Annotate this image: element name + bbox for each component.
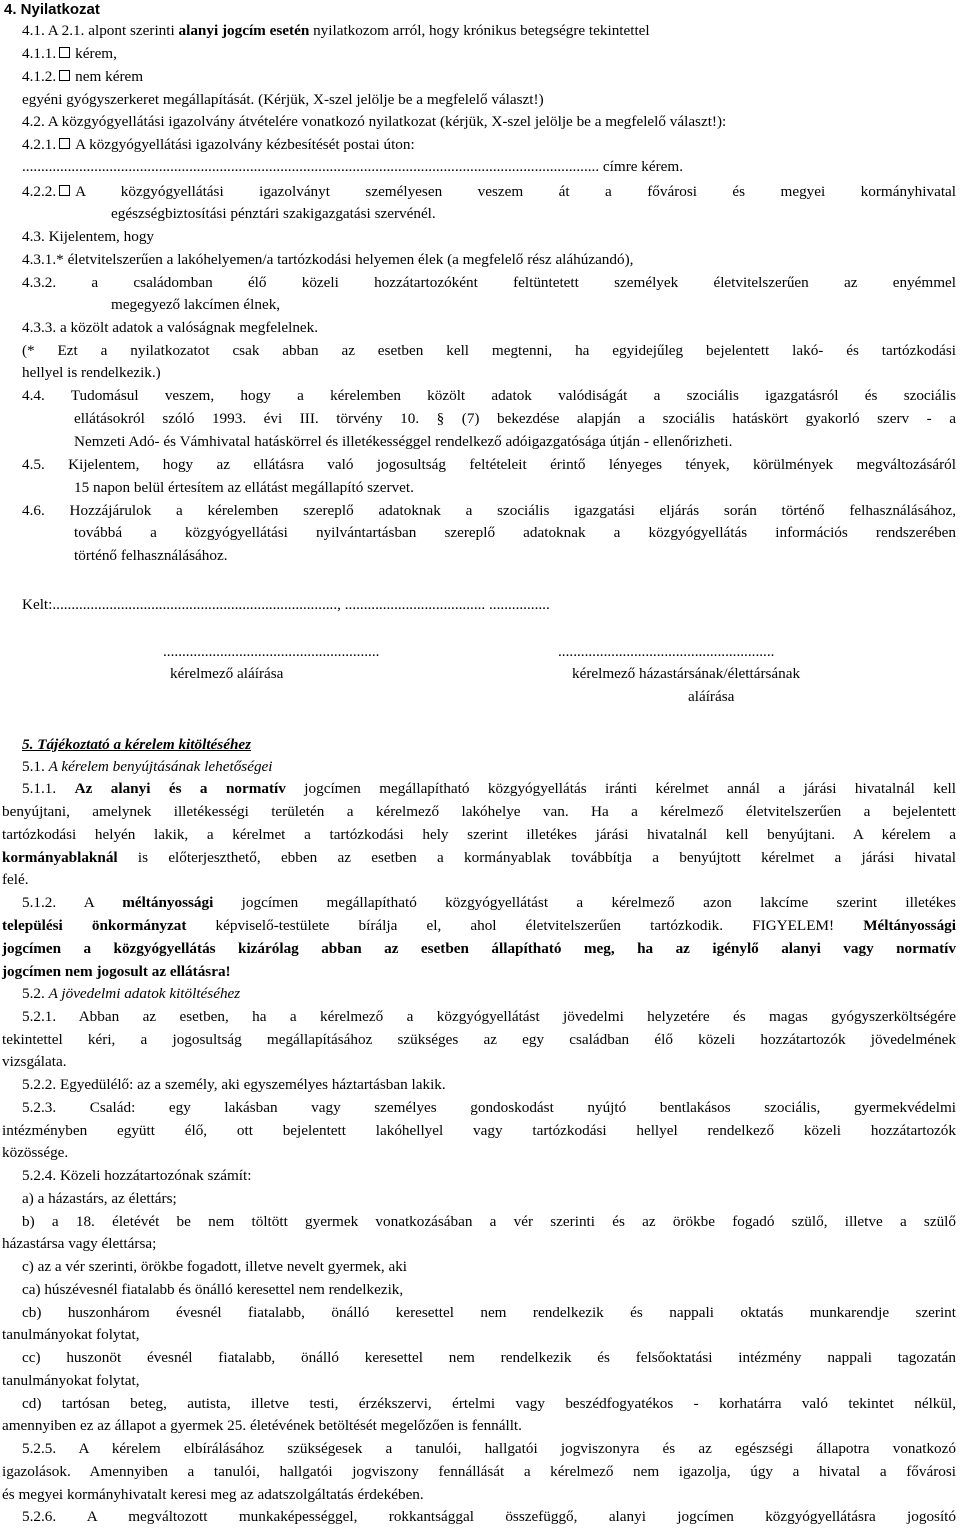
- para-5-2-1-line1: 5.2.1. Abban az esetben, ha a kérelmező a közgyógyellátást jövedelmi helyzetére és magas gyógyszerköltségére: [22, 1008, 956, 1025]
- statement-4-5-line2: 15 napon belül értesítem az ellátást megállapító szervet.: [74, 479, 414, 496]
- statement-4-2: 4.2. A közgyógyellátási igazolvány átvételére vonatkozó nyilatkozat (kérjük, X-szel jelölje be a megfelelő választ!):: [22, 113, 727, 130]
- note-line-2: hellyel is rendelkezik.): [22, 364, 161, 381]
- statement-4-3-1: 4.3.1.* életvitelszerűen a lakóhelyemen/a tartózkodási helyemen élek (a megfelelő rész aláhúzandó),: [22, 251, 634, 268]
- list-item-cc-line1: cc) huszonöt évesnél fiatalabb, önálló keresettel nem rendelkezik és felsőoktatási intézmény nappali tagozatán: [22, 1349, 956, 1366]
- signature-label-spouse: kérelmező házastársának/élettársának: [572, 665, 801, 682]
- para-5-2-3-line3: közössége.: [2, 1144, 69, 1161]
- signature-line-spouse[interactable]: .........................................................: [558, 643, 775, 660]
- statement-egyeni: egyéni gyógyszerkeret megállapítását. (Kérjük, X-szel jelölje be a megfelelő választ!): [22, 91, 544, 108]
- para-5-2-5-line2: igazolások. Amennyiben a tanulói, hallgatói jogviszony fennállását a kérelmező nem igazolja, úgy a hivatal a fővárosi: [2, 1463, 956, 1480]
- section-5-heading: 5. Tájékoztató a kérelem kitöltéséhez: [22, 736, 252, 753]
- statement-4-6-line2: továbbá a közgyógyellátási nyilvántartásban szereplő adatoknak a közgyógyellátás információs rendszerében: [74, 524, 956, 541]
- para-5-1-1-line4: kormányablaknál is előterjeszthető, ebben az esetben a kormányablak továbbítja a benyújtott kérelmet a járási hivatal: [2, 849, 956, 866]
- checkbox-4-1-2[interactable]: [59, 70, 70, 81]
- para-5-1-2-line3: jogcímen a közgyógyellátás kizárólag abban az esetben állapítható meg, ha az igénylő alanyi vagy normatív: [2, 940, 956, 957]
- statement-4-6-line1: 4.6. Hozzájárulok a kérelemben szereplő adatoknak a szociális igazgatási eljárás során történő felhasználásához,: [22, 502, 956, 519]
- signature-label-applicant: kérelmező aláírása: [170, 665, 284, 682]
- para-5-2-4: 5.2.4. Közeli hozzátartozónak számít:: [22, 1167, 252, 1184]
- statement-4-4-line2: ellátásokról szóló 1993. évi III. törvény 10. § (7) bekezdése alapján a szociális hatáskört gyakorló szerv - a: [74, 410, 956, 427]
- para-5-1-2-line2: települési önkormányzat képviselő-testülete bírálja el, ahol életvitelszerűen tartózkodik. FIGYELEM! Méltányossági: [2, 917, 956, 934]
- statement-4-3-2: 4.3.2. a családomban élő közeli hozzátartozóként feltüntetett személyek életvitelszerűen az enyémmel: [22, 274, 956, 291]
- option-4-1-2: 4.1.2. nem kérem: [22, 68, 144, 85]
- signature-label-spouse-cont: aláírása: [688, 688, 735, 705]
- list-item-a: a) a házastárs, az élettárs;: [22, 1190, 177, 1207]
- para-5-2-3-line1: 5.2.3. Család: egy lakásban vagy személyes gondoskodást nyújtó bentlakásos szociális, gyermekvédelmi: [22, 1099, 956, 1116]
- checkbox-4-2-1[interactable]: [59, 138, 70, 149]
- statement-4-4-line3: Nemzeti Adó- és Vámhivatal hatáskörrel és illetékességgel rendelkező adóigazgatósága útján - ellenőrizheti.: [74, 433, 733, 450]
- para-5-1-1-line5: felé.: [2, 871, 29, 888]
- list-item-cb-line1: cb) huszonhárom évesnél fiatalabb, önálló keresettel nem rendelkezik és nappali oktatás munkarendje szerint: [22, 1304, 956, 1321]
- subheading-5-1: 5.1. A kérelem benyújtásának lehetőségei: [22, 758, 273, 775]
- list-item-cd-line2: amennyiben ez az állapot a gyermek 25. életévének betöltését megelőzően is fennállt.: [2, 1417, 522, 1434]
- para-5-1-2-line1: 5.1.2. A méltányossági jogcímen megállapítható közgyógyellátást a kérelmező azon lakcíme szerint illetékes: [22, 894, 957, 911]
- statement-4-1: 4.1. A 2.1. alpont szerinti alanyi jogcím esetén nyilatkozom arról, hogy krónikus betegségre tekintettel: [22, 22, 650, 39]
- statement-4-3-3: 4.3.3. a közölt adatok a valóságnak megfelelnek.: [22, 319, 319, 336]
- para-5-2-5-line1: 5.2.5. A kérelem elbírálásához szükségesek a tanulói, hallgatói jogviszonyra és az egészségi állapotra vonatkozó: [22, 1440, 956, 1457]
- list-item-b-line1: b) a 18. életévét be nem töltött gyermek vonatkozásában a vér szerinti és az örökbe fogadó szülő, illetve a szülő: [22, 1213, 956, 1230]
- para-5-1-1-line3: tartózkodási helyén lakik, a kérelmet a tartózkodási hely szerint illetékes járási hivatalnál kell benyújtani. A kérelem a: [2, 826, 956, 843]
- para-5-2-6-line1: 5.2.6. A megváltozott munkaképességgel, rokkantsággal összefüggő, alanyi jogcímen közgyógyellátásra jogosító: [22, 1508, 956, 1525]
- statement-4-4-line1: 4.4. Tudomásul veszem, hogy a kérelemben közölt adatok valódiságát a szociális igazgatásról és szociális: [22, 387, 956, 404]
- date-place-field[interactable]: Kelt:..........................................................................., ..................................... ................: [22, 596, 550, 613]
- section-4-heading: 4. Nyilatkozat: [4, 1, 100, 18]
- signature-line-applicant[interactable]: .........................................................: [163, 643, 380, 660]
- para-5-2-1-line2: tekintettel kéri, a jogosultság megállapításához szükséges az egy családban élő közeli hozzátartozók jövedelmének: [2, 1031, 956, 1048]
- note-line-1: (* Ezt a nyilatkozatot csak abban az esetben kell megtenni, ha egyidejűleg bejelentett lakó- és tartózkodási: [22, 342, 956, 359]
- list-item-cc-line2: tanulmányokat folytat,: [2, 1372, 140, 1389]
- address-line: ........................................................................................................................................................ címre kérem.: [22, 158, 684, 175]
- option-4-2-2: 4.2.2. A közgyógyellátási igazolványt személyesen veszem át a fővárosi és megyei kormányhivatal: [22, 183, 956, 200]
- checkbox-4-2-2[interactable]: [59, 185, 70, 196]
- para-5-2-2: 5.2.2. Egyedülélő: az a személy, aki egyszemélyes háztartásban lakik.: [22, 1076, 446, 1093]
- subheading-5-2: 5.2. A jövedelmi adatok kitöltéséhez: [22, 985, 241, 1002]
- statement-4-5-line1: 4.5. Kijelentem, hogy az ellátásra való jogosultság feltételeit érintő lényeges tények, körülmények megváltozásáról: [22, 456, 956, 473]
- option-4-2-2-cont: egészségbiztosítási pénztári szakigazgatási szervénél.: [111, 205, 436, 222]
- para-5-1-1-line1: 5.1.1. Az alanyi és a normatív jogcímen megállapítható közgyógyellátás iránti kérelmet annál a járási hivatalnál kell: [22, 780, 956, 797]
- list-item-c: c) az a vér szerinti, örökbe fogadott, illetve nevelt gyermek, aki: [22, 1258, 408, 1275]
- statement-4-3-2-cont: megegyező lakcímen élnek,: [111, 296, 281, 313]
- para-5-2-5-line3: és megyei kormányhivatalt keresi meg az adatszolgáltatás érdekében.: [2, 1486, 424, 1503]
- para-5-2-1-line3: vizsgálata.: [2, 1053, 67, 1070]
- para-5-1-1-line2: benyújtani, amelynek illetékességi területén a kérelmező lakóhelye van. Ha a kérelmező életvitelszerűen a bejelentett: [2, 803, 956, 820]
- list-item-ca: ca) húszévesnél fiatalabb és önálló keresettel nem rendelkezik,: [22, 1281, 404, 1298]
- statement-4-6-line3: történő felhasználásához.: [74, 547, 228, 564]
- list-item-b-line2: házastársa vagy élettársa;: [2, 1235, 157, 1252]
- list-item-cb-line2: tanulmányokat folytat,: [2, 1326, 140, 1343]
- statement-4-3: 4.3. Kijelentem, hogy: [22, 228, 155, 245]
- para-5-2-3-line2: intézményben együtt élő, ott bejelentett lakóhellyel vagy tartózkodási hellyel rendelkező közeli hozzátartozók: [2, 1122, 956, 1139]
- option-4-1-1: 4.1.1. kérem,: [22, 45, 117, 62]
- option-4-2-1: 4.2.1. A közgyógyellátási igazolvány kézbesítését postai úton:: [22, 136, 415, 153]
- para-5-1-2-line4: jogcímen nem jogosult az ellátásra!: [2, 963, 231, 980]
- list-item-cd-line1: cd) tartósan beteg, autista, illetve testi, érzékszervi, értelmi vagy beszédfogyatékos - korhatárra való tekintet nélkül,: [22, 1395, 956, 1412]
- checkbox-4-1-1[interactable]: [59, 47, 70, 58]
